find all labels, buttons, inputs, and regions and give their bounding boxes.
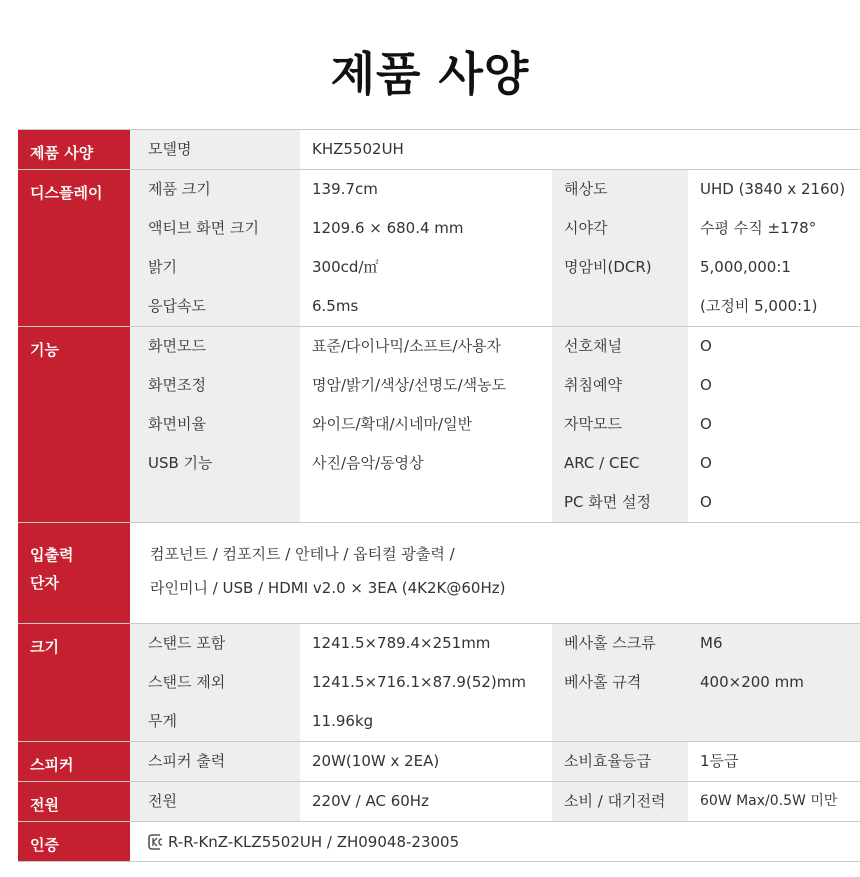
section-cert [18,821,860,862]
spec-value: 139.7cm [312,180,378,198]
section-label: 디스플레이 [18,170,130,326]
spec-key [564,287,688,326]
section-label [18,523,130,623]
section-label: 기능 [18,327,130,522]
spec-value: KHZ5502UH [312,140,404,158]
spec-key: 취침예약 [564,376,622,394]
section-label: 전원 [18,782,130,821]
spec-value: UHD (3840 x 2160) [700,180,846,198]
spec-value: O [700,376,712,394]
spec-value [700,702,860,741]
section-label: 인증 [18,822,130,861]
spec-key [564,702,688,741]
spec-key: 소비효율등급 [564,752,651,770]
spec-key: 소비 / 대기전력 [564,792,666,810]
section-power [18,781,860,821]
spec-value: 1241.5×716.1×87.9(52)mm [312,673,526,691]
section-speaker [18,741,860,781]
page-title: 제품 사양 [330,47,530,101]
spec-value: 와이드/확대/시네마/일반 [312,415,473,433]
spec-key: ARC / CEC [564,454,640,472]
spec-key [148,483,300,522]
spec-value: (고정비 5,000:1) [700,297,818,315]
spec-value [312,483,552,522]
spec-value: 400×200 mm [700,673,804,691]
section-label: 스피커 [18,742,130,781]
io-ports-line: 컴포넌트 / 컴포지트 / 안테나 / 옵티컬 광출력 / [150,545,455,563]
section-display [18,169,860,326]
spec-key: 밝기 [148,258,177,276]
spec-value: M6 [700,634,723,652]
spec-value: 사진/음악/동영상 [312,454,424,472]
spec-value: 1209.6 × 680.4 mm [312,219,464,237]
section-label-line: 입출력 [30,546,74,564]
spec-value: 20W(10W x 2EA) [312,752,440,770]
spec-key: 스탠드 제외 [148,673,226,691]
spec-value: 300cd/㎡ [312,258,379,276]
spec-value: O [700,337,712,355]
spec-key: 베사홀 스크류 [564,634,656,652]
spec-value: 6.5ms [312,297,359,315]
spec-value: 220V / AC 60Hz [312,792,429,810]
spec-key: 화면모드 [148,337,206,355]
spec-value: O [700,454,712,472]
spec-table [18,129,860,862]
spec-value: 1241.5×789.4×251mm [312,634,491,652]
spec-key: 해상도 [564,180,608,198]
cert-number: R-R-KnZ-KLZ5502UH / ZH09048-23005 [168,832,460,851]
spec-key: 자막모드 [564,415,622,433]
spec-key: 모델명 [148,140,192,158]
spec-key: USB 기능 [148,454,213,472]
section-model [18,129,860,169]
spec-key: 응답속도 [148,297,206,315]
spec-value: 명암/밝기/색상/선명도/색농도 [312,376,507,394]
spec-value: O [700,415,712,433]
section-label: 크기 [18,624,130,741]
spec-value: 1등급 [700,752,739,770]
spec-key: 스탠드 포함 [148,634,226,652]
kc-mark-icon [148,833,164,851]
section-label: 제품 사양 [18,130,130,169]
section-label-line: 단자 [30,574,59,592]
spec-key: PC 화면 설정 [564,493,652,511]
spec-key: 선호채널 [564,337,622,355]
io-ports-line: 라인미니 / USB / HDMI v2.0 × 3EA (4K2K@60Hz) [150,579,506,597]
spec-key: 전원 [148,792,177,810]
spec-value: 11.96kg [312,712,374,730]
spec-key: 베사홀 규격 [564,673,642,691]
spec-key: 명암비(DCR) [564,258,652,276]
spec-key: 제품 크기 [148,180,211,198]
spec-value: 60W Max/0.5W 미만 [700,793,838,809]
section-features [18,326,860,522]
spec-value: 표준/다이나믹/소프트/사용자 [312,337,502,355]
spec-key: 시야각 [564,219,608,237]
spec-value: 수평 수직 ±178° [700,219,817,237]
spec-key: 무게 [148,712,177,730]
spec-key: 화면조정 [148,376,206,394]
spec-key: 스피커 출력 [148,752,226,770]
spec-value: 5,000,000:1 [700,258,791,276]
spec-key: 액티브 화면 크기 [148,219,259,237]
spec-value: O [700,493,712,511]
section-size [18,623,860,741]
section-io [18,522,860,623]
spec-key: 화면비율 [148,415,206,433]
